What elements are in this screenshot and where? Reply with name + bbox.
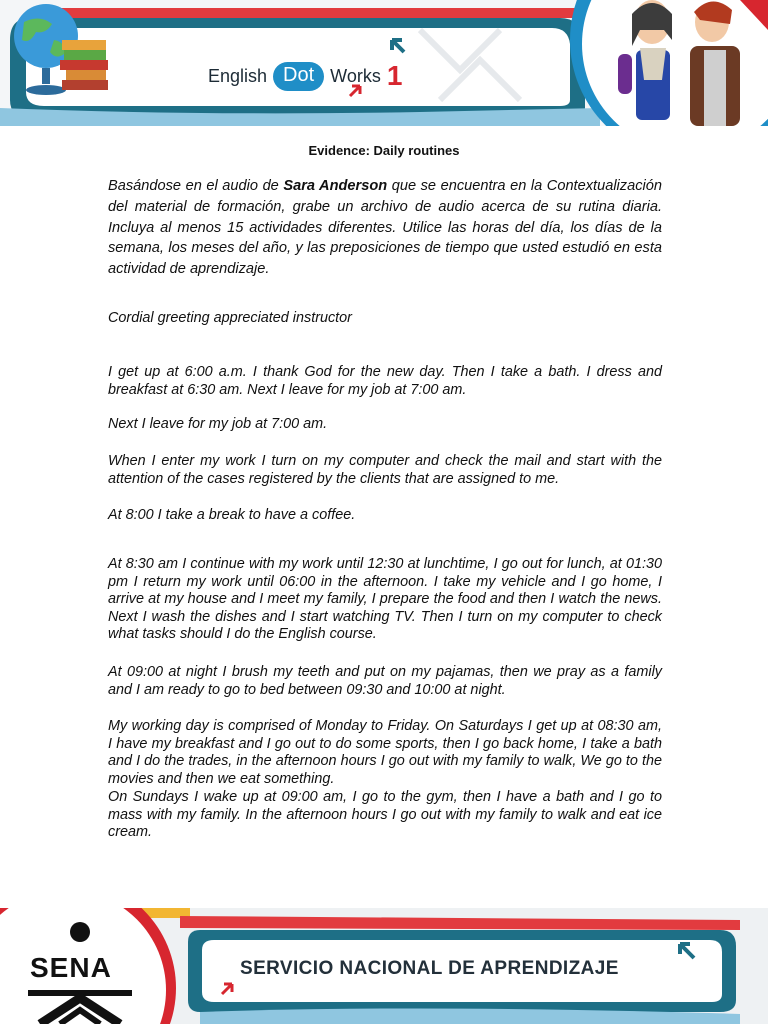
routine-paragraph-7: My working day is comprised of Monday to Friday. On Saturdays I get up at 08:30 am, I have my breakfast and I go out to do some sports, then I go back home, I take a bath and I do the trades, in the afternoon hours I go out with my family to walk, We go to the movies and then we eat something. <box>108 718 662 787</box>
instructions-after-name: que se encuentra en la Contextualización del material de formación, grabe un archivo de audio acerca de su rutina diaria. Incluya al menos 15 actividades diferentes. Utilice las horas del día, los días de la semana, los meses del año, y las preposiciones de tiempo que usted estudió en esta actividad de aprendizaje. <box>108 178 662 278</box>
routine-paragraph-4: At 8:00 I take a break to have a coffee. <box>108 507 356 523</box>
routine-paragraph-8: On Sundays I wake up at 09:00 am, I go to the gym, then I have a bath and I go to mass with my family. In the afternoon hours I go out with my family to walk and eat ice cream. <box>108 789 662 840</box>
footer-banner <box>0 908 768 1024</box>
routine-paragraph-2: Next I leave for my job at 7:00 am. <box>108 416 328 432</box>
routine-paragraph-1: I get up at 6:00 a.m. I thank God for the new day. Then I take a bath. I dress and breakfast at 6:30 am. Next I leave for my job at 7:00 am. <box>108 364 662 398</box>
logo-english: English <box>208 65 268 86</box>
routine-paragraph-5: At 8:30 am I continue with my work until 12:30 at lunchtime, I go out for lunch, at 01:30 pm I return my work until 06:00 in the afternoon. I take my vehicle and I go home, I arrive at my house and I meet my family, I prepare the food and then I watch the news. Next I wash the dishes and I start watching TV. Then I turn on my computer to check what tasks should I do the English course. <box>108 556 662 642</box>
instructions-name: Sara Anderson <box>283 178 388 194</box>
header-banner <box>0 0 768 126</box>
english-dot-works-logo <box>208 60 402 92</box>
sena-logo-text: SENA <box>30 952 112 983</box>
logo-number: 1 <box>386 60 403 91</box>
routine-paragraph-3: When I enter my work I turn on my computer and check the mail and start with the attention of the cases registered by the clients that are assigned to me. <box>108 453 662 487</box>
logo-works: Works <box>330 65 381 86</box>
instructions-paragraph <box>108 176 662 280</box>
greeting: Cordial greeting appreciated instructor <box>108 310 352 326</box>
page-title: Evidence: Daily routines <box>308 143 460 158</box>
instructions-before-name: Basándose en el audio de <box>108 178 284 194</box>
routine-paragraph-6: At 09:00 at night I brush my teeth and put on my pajamas, then we pray as a family and I am ready to go to bed between 09:30 and 10:00 at night. <box>108 664 662 698</box>
logo-dot: Dot <box>273 62 324 91</box>
institution-name: SERVICIO NACIONAL DE APRENDIZAJE <box>240 958 619 979</box>
